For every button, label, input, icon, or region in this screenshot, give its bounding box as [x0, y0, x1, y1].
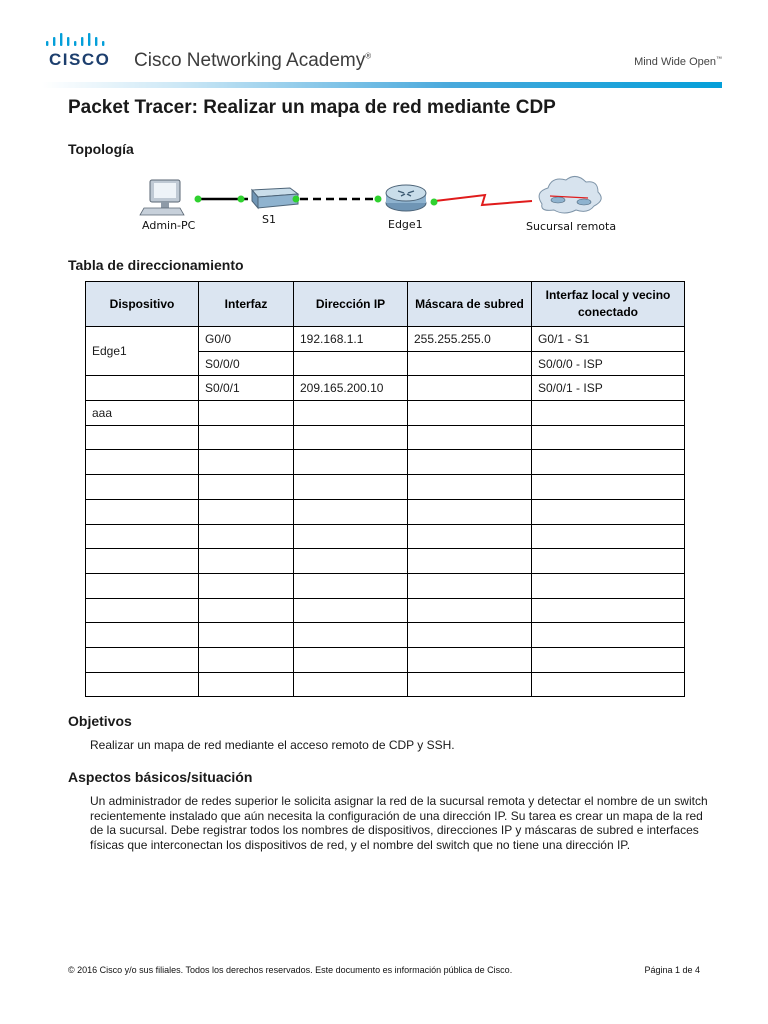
table-cell — [86, 450, 199, 475]
cell-device-aaa: aaa — [86, 401, 199, 426]
table-cell — [86, 425, 199, 450]
table-cell: 192.168.1.1 — [294, 327, 408, 352]
table-cell — [199, 499, 294, 524]
table-row — [86, 475, 685, 500]
col-header-device: Dispositivo — [86, 282, 199, 327]
table-cell: 209.165.200.10 — [294, 376, 408, 401]
table-cell — [408, 425, 532, 450]
table-cell — [199, 623, 294, 648]
switch-icon — [252, 188, 298, 208]
table-cell — [532, 524, 685, 549]
table-cell — [294, 425, 408, 450]
table-cell: G0/1 - S1 — [532, 327, 685, 352]
cisco-wordmark: CISCO — [49, 50, 111, 69]
table-cell — [532, 401, 685, 426]
table-cell — [199, 475, 294, 500]
col-header-interface: Interfaz — [199, 282, 294, 327]
table-cell — [199, 401, 294, 426]
table-row — [86, 327, 685, 352]
tagline-text: Mind Wide Open — [634, 56, 716, 68]
table-cell — [294, 647, 408, 672]
col-header-mask: Máscara de subred — [408, 282, 532, 327]
table-row — [86, 499, 685, 524]
footer-page-number: Página 1 de 4 — [644, 965, 700, 975]
cloud-icon — [539, 176, 601, 213]
table-cell — [86, 499, 199, 524]
page-footer — [68, 965, 700, 975]
label-cloud: Sucursal remota — [526, 220, 617, 233]
table-cell — [408, 573, 532, 598]
serial-link — [435, 195, 532, 205]
table-cell — [199, 450, 294, 475]
table-cell — [532, 598, 685, 623]
table-cell — [532, 425, 685, 450]
table-cell — [532, 450, 685, 475]
registered-mark: ® — [365, 51, 372, 61]
link-light — [431, 199, 438, 206]
table-cell: S0/0/0 — [199, 351, 294, 376]
table-cell: G0/0 — [199, 327, 294, 352]
table-cell — [294, 623, 408, 648]
table-cell: 255.255.255.0 — [408, 327, 532, 352]
label-switch: S1 — [262, 213, 276, 226]
table-cell: S0/0/0 - ISP — [532, 351, 685, 376]
table-cell — [294, 573, 408, 598]
link-light — [238, 196, 245, 203]
admin-pc-icon — [140, 180, 184, 215]
link-light — [375, 196, 382, 203]
table-row — [86, 573, 685, 598]
table-cell — [294, 499, 408, 524]
cisco-bars-icon — [44, 32, 116, 48]
table-cell — [408, 549, 532, 574]
table-cell — [532, 549, 685, 574]
background-heading: Aspectos básicos/situación — [68, 769, 253, 785]
table-cell — [532, 623, 685, 648]
table-cell — [86, 549, 199, 574]
table-row — [86, 376, 685, 401]
label-admin-pc: Admin-PC — [142, 219, 196, 232]
page-header — [0, 0, 768, 90]
cisco-logo — [44, 32, 116, 72]
col-header-neighbor: Interfaz local y vecino conectado — [532, 282, 685, 327]
router-icon — [386, 185, 426, 211]
table-cell — [199, 549, 294, 574]
topology-diagram — [130, 172, 630, 242]
table-cell — [532, 573, 685, 598]
tagline — [634, 56, 722, 68]
table-cell — [86, 475, 199, 500]
table-cell — [199, 425, 294, 450]
table-cell — [294, 351, 408, 376]
table-cell — [294, 450, 408, 475]
table-cell — [532, 499, 685, 524]
table-cell — [86, 573, 199, 598]
table-cell — [532, 475, 685, 500]
table-cell — [86, 623, 199, 648]
table-cell — [408, 499, 532, 524]
table-row — [86, 598, 685, 623]
footer-copyright: © 2016 Cisco y/o sus filiales. Todos los derechos reservados. Este documento es información pública de Cisco. — [68, 965, 513, 975]
topology-heading: Topología — [68, 141, 134, 157]
table-cell — [86, 647, 199, 672]
table-row — [86, 401, 685, 426]
header-divider — [42, 82, 722, 88]
table-cell — [408, 351, 532, 376]
table-cell: S0/0/1 - ISP — [532, 376, 685, 401]
table-row — [86, 647, 685, 672]
objectives-text: Realizar un mapa de red mediante el acceso remoto de CDP y SSH. — [90, 738, 455, 752]
table-row — [86, 425, 685, 450]
table-cell — [294, 475, 408, 500]
table-cell — [86, 598, 199, 623]
table-cell — [294, 598, 408, 623]
table-cell — [408, 376, 532, 401]
table-cell: S0/0/1 — [199, 376, 294, 401]
table-cell — [408, 647, 532, 672]
table-cell — [199, 573, 294, 598]
table-row — [86, 672, 685, 697]
table-cell — [408, 598, 532, 623]
link-light — [293, 196, 300, 203]
academy-title — [134, 50, 371, 72]
table-cell — [199, 598, 294, 623]
table-cell — [408, 672, 532, 697]
table-cell — [294, 524, 408, 549]
table-row — [86, 450, 685, 475]
link-light — [195, 196, 202, 203]
page-title: Packet Tracer: Realizar un mapa de red mediante CDP — [68, 97, 556, 118]
label-router: Edge1 — [388, 218, 423, 231]
table-cell — [294, 401, 408, 426]
table-cell — [408, 623, 532, 648]
cell-device-edge1: Edge1 — [86, 327, 199, 376]
addressing-table — [85, 281, 685, 697]
table-header-row — [86, 282, 685, 327]
table-cell — [86, 672, 199, 697]
table-cell — [86, 524, 199, 549]
table-cell — [408, 475, 532, 500]
table-row — [86, 524, 685, 549]
academy-name: Cisco Networking Academy — [134, 50, 366, 71]
table-cell — [294, 549, 408, 574]
table-cell — [532, 672, 685, 697]
table-cell — [199, 524, 294, 549]
table-cell — [408, 524, 532, 549]
table-cell — [199, 647, 294, 672]
background-text: Un administrador de redes superior le solicita asignar la red de la sucursal remota y detectar el nombre de un switch recientemente instalado que aún necesita la configuración de una dirección IP. Su tarea es crear un mapa de la red de la sucursal. Debe registrar todos los nombres de dispositivos, direcciones IP y máscaras de subred e interfaces físicas que interconectan los dispositivos de red, y el nombre del switch que no tiene una dirección IP. — [90, 794, 708, 852]
table-row — [86, 623, 685, 648]
objectives-heading: Objetivos — [68, 713, 132, 729]
table-cell — [408, 450, 532, 475]
table-cell — [532, 647, 685, 672]
table-cell — [408, 401, 532, 426]
addressing-heading: Tabla de direccionamiento — [68, 257, 244, 273]
trademark-mark: ™ — [716, 56, 722, 63]
col-header-ip: Dirección IP — [294, 282, 408, 327]
table-cell — [199, 672, 294, 697]
table-row — [86, 549, 685, 574]
table-cell — [86, 376, 199, 401]
table-cell — [294, 672, 408, 697]
